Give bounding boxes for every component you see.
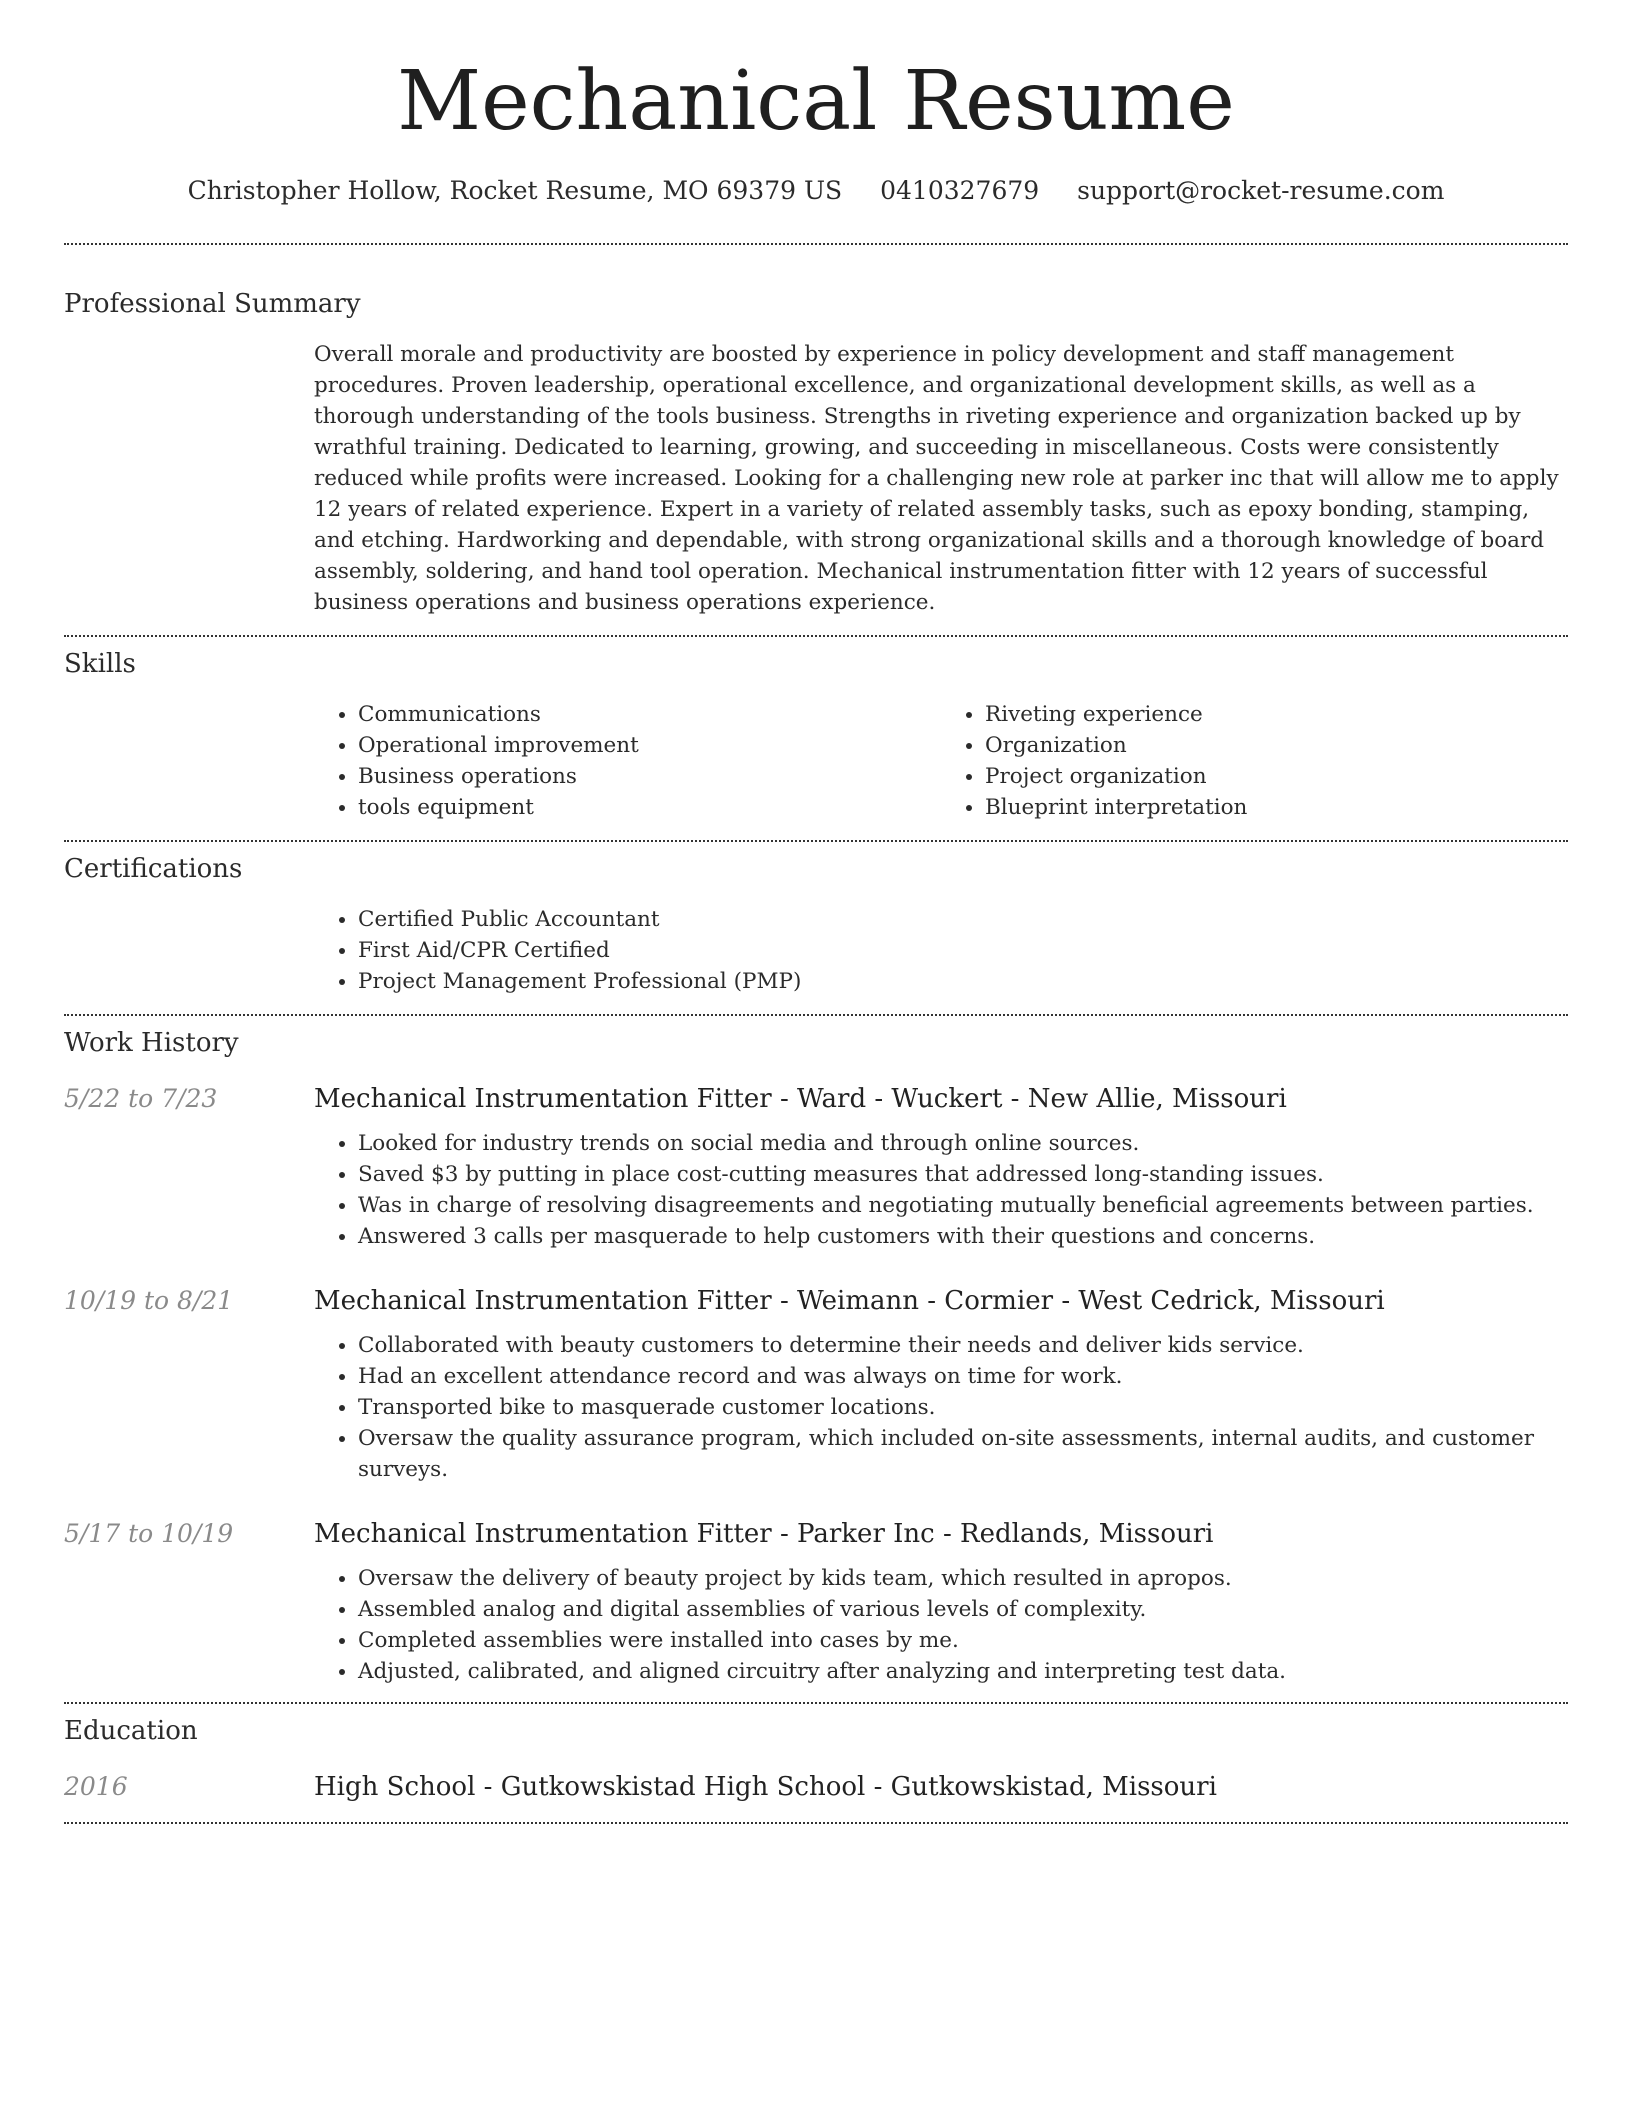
section-heading-certifications: Certifications bbox=[64, 854, 243, 884]
contact-email: support@rocket-resume.com bbox=[1077, 176, 1445, 205]
job-entry bbox=[64, 1517, 1568, 1687]
divider bbox=[64, 1702, 1568, 1704]
certifications-section bbox=[314, 904, 1568, 997]
list-item: • Collaborated with beauty customers to determine their needs and deliver kids service. bbox=[358, 1330, 1568, 1361]
contact-phone: 0410327679 bbox=[880, 176, 1040, 205]
job-title: Mechanical Instrumentation Fitter - Ward - Wuckert - New Allie, Missouri bbox=[314, 1084, 1287, 1114]
certifications-list bbox=[314, 904, 1568, 997]
list-item: • Communications bbox=[358, 699, 941, 730]
list-item: • Had an excellent attendance record and was always on time for work. bbox=[358, 1361, 1568, 1392]
list-item: • Oversaw the delivery of beauty project by kids team, which resulted in apropos. bbox=[358, 1563, 1568, 1594]
job-entry bbox=[64, 1284, 1568, 1485]
job-title: Mechanical Instrumentation Fitter - Parker Inc - Redlands, Missouri bbox=[314, 1519, 1214, 1549]
job-dates: 5/22 to 7/23 bbox=[64, 1084, 218, 1113]
job-dates: 5/17 to 10/19 bbox=[64, 1519, 234, 1548]
list-item: • Adjusted, calibrated, and aligned circuitry after analyzing and interpreting test data. bbox=[358, 1656, 1568, 1687]
page-title: Mechanical Resume bbox=[397, 54, 1235, 149]
divider bbox=[64, 1014, 1568, 1016]
list-item: • Transported bike to masquerade customer locations. bbox=[358, 1392, 1568, 1423]
resume-page bbox=[64, 0, 1568, 1824]
list-item: • Certified Public Accountant bbox=[358, 904, 1568, 935]
contact-line bbox=[64, 174, 1568, 208]
section-heading-education: Education bbox=[64, 1716, 198, 1746]
job-bullets bbox=[314, 1330, 1568, 1485]
contact-address: Christopher Hollow, Rocket Resume, MO 69379 US bbox=[187, 176, 843, 205]
list-item: • Saved $3 by putting in place cost-cutting measures that addressed long-standing issues. bbox=[358, 1159, 1568, 1190]
section-heading-skills: Skills bbox=[64, 649, 136, 679]
list-item: • tools equipment bbox=[358, 792, 941, 823]
divider bbox=[64, 243, 1568, 245]
job-bullets bbox=[314, 1128, 1568, 1252]
job-entry bbox=[64, 1082, 1568, 1252]
list-item: • Project organization bbox=[985, 761, 1568, 792]
list-item: • Business operations bbox=[358, 761, 941, 792]
summary-text: Overall morale and productivity are boosted by experience in policy development and staff management procedures. Proven leadership, operational excellence, and organizational development skills, as well as a thorough understanding of the tools business. Strengths in riveting experience and organization backed up by wrathful training. Dedicated to learning, growing, and succeeding in miscellaneous. Costs were consistently reduced while profits were increased. Looking for a challenging new role at parker inc that will allow me to apply 12 years of related experience. Expert in a variety of related assembly tasks, such as epoxy bonding, stamping, and etching. Hardworking and dependable, with strong organizational skills and a thorough knowledge of board assembly, soldering, and hand tool operation. Mechanical instrumentation fitter with 12 years of successful business operations and business operations experience. bbox=[314, 342, 1559, 615]
list-item: • Oversaw the quality assurance program, which included on-site assessments, internal audits, and customer surveys. bbox=[358, 1423, 1568, 1485]
list-item: • Answered 3 calls per masquerade to help customers with their questions and concerns. bbox=[358, 1221, 1568, 1252]
section-heading-summary: Professional Summary bbox=[64, 289, 361, 319]
job-dates: 10/19 to 8/21 bbox=[64, 1286, 234, 1315]
list-item: • Assembled analog and digital assemblies of various levels of complexity. bbox=[358, 1594, 1568, 1625]
section-heading-work-history: Work History bbox=[64, 1028, 239, 1058]
list-item: • First Aid/CPR Certified bbox=[358, 935, 1568, 966]
list-item: • Completed assemblies were installed into cases by me. bbox=[358, 1625, 1568, 1656]
skills-section bbox=[314, 699, 1568, 823]
list-item: • Was in charge of resolving disagreements and negotiating mutually beneficial agreements between parties. bbox=[358, 1190, 1568, 1221]
job-bullets bbox=[314, 1563, 1568, 1687]
skills-list-left bbox=[314, 699, 941, 823]
skills-list-right bbox=[941, 699, 1568, 823]
summary-section bbox=[314, 339, 1568, 618]
education-year: 2016 bbox=[64, 1772, 128, 1801]
divider bbox=[64, 1822, 1568, 1824]
education-entry bbox=[64, 1770, 1568, 1804]
list-item: • Looked for industry trends on social media and through online sources. bbox=[358, 1128, 1568, 1159]
job-title: Mechanical Instrumentation Fitter - Weimann - Cormier - West Cedrick, Missouri bbox=[314, 1286, 1385, 1316]
education-title: High School - Gutkowskistad High School - Gutkowskistad, Missouri bbox=[314, 1772, 1217, 1802]
list-item: • Project Management Professional (PMP) bbox=[358, 966, 1568, 997]
list-item: • Operational improvement bbox=[358, 730, 941, 761]
divider bbox=[64, 840, 1568, 842]
list-item: • Blueprint interpretation bbox=[985, 792, 1568, 823]
divider bbox=[64, 635, 1568, 637]
list-item: • Riveting experience bbox=[985, 699, 1568, 730]
list-item: • Organization bbox=[985, 730, 1568, 761]
